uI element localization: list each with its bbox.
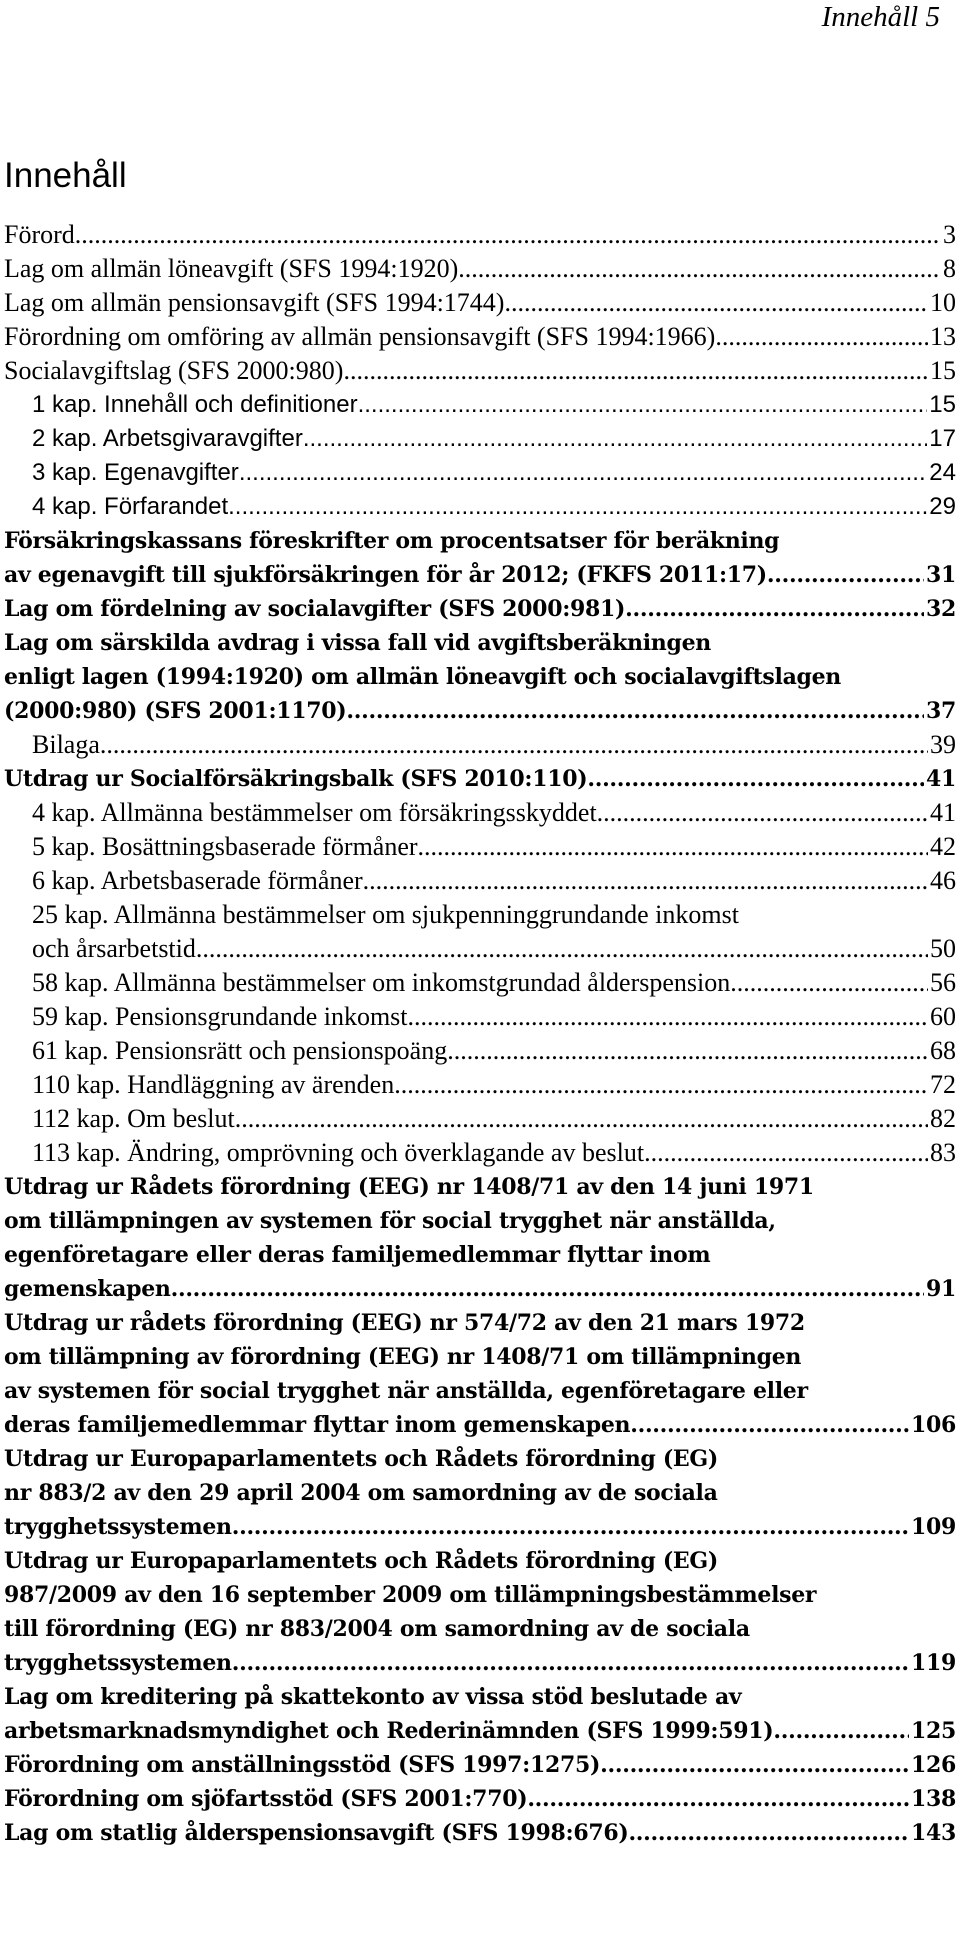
dot-leader (100, 728, 928, 762)
toc-entry[interactable] (4, 490, 956, 524)
toc-entry-title-line: Utdrag ur rådets förordning (EEG) nr 574/72 av den 21 mars 1972 (4, 1310, 805, 1336)
dot-leader (232, 1646, 909, 1680)
toc-page-number: 72 (930, 1070, 956, 1099)
toc-entry[interactable] (4, 592, 956, 626)
toc-page-number: 10 (930, 288, 956, 317)
toc-page-number: 82 (930, 1104, 956, 1133)
toc-page-number: 126 (910, 1752, 956, 1778)
toc-entry-title-line: av egenavgift till sjukförsäkringen för år 2012; (FKFS 2011:17) (4, 562, 767, 588)
toc-page-number: 39 (930, 730, 956, 759)
toc-entry-title-line: Lag om fördelning av socialavgifter (SFS 2000:981) (4, 596, 626, 622)
toc-entry-title-line: deras familjemedlemmar flyttar inom gemenskapen (4, 1412, 631, 1438)
toc-entry-title-line: Lag om statlig ålderspensionsavgift (SFS 1998:676) (4, 1820, 629, 1846)
toc-page-number: 24 (929, 459, 956, 486)
toc-entry[interactable] (4, 252, 956, 286)
toc-entry-title-line: 6 kap. Arbetsbaserade förmåner (32, 866, 363, 895)
toc-page-number: 31 (925, 562, 956, 588)
toc-entry-title-line: 5 kap. Bosättningsbaserade förmåner (32, 832, 418, 861)
dot-leader (630, 1408, 909, 1442)
toc-entry[interactable] (4, 728, 956, 762)
toc-entry[interactable] (4, 1136, 956, 1170)
toc-entry-title-line: Lag om allmän löneavgift (SFS 1994:1920) (4, 254, 459, 283)
toc-page-number: 91 (925, 1276, 956, 1302)
toc-page-number: 29 (929, 493, 956, 520)
toc-entry-title-line: Förordning om anställningsstöd (SFS 1997:1275) (4, 1752, 601, 1778)
dot-leader (235, 1102, 928, 1136)
toc-page-number: 42 (930, 832, 956, 861)
toc-entry[interactable] (4, 1102, 956, 1136)
toc-page-number: 109 (910, 1514, 956, 1540)
toc-entry-title-line: och årsarbetstid (32, 934, 196, 963)
toc-entry[interactable] (4, 422, 956, 456)
dot-leader (418, 830, 928, 864)
toc-entry-title-line: 61 kap. Pensionsrätt och pensionspoäng (32, 1036, 448, 1065)
toc-page-number: 106 (910, 1412, 956, 1438)
toc-entry[interactable] (4, 796, 956, 830)
dot-leader (232, 1510, 909, 1544)
toc-entry-title-line: (2000:980) (SFS 2001:1170) (4, 698, 347, 724)
toc-page-number: 68 (930, 1036, 956, 1065)
toc-page-number: 60 (930, 1002, 956, 1031)
toc-entry-title-line: Lag om särskilda avdrag i vissa fall vid avgiftsberäkningen (4, 630, 711, 656)
toc-entry-title-line: Socialavgiftslag (SFS 2000:980) (4, 356, 344, 385)
toc-entry-title-line: om tillämpning av förordning (EEG) nr 1408/71 om tillämpningen (4, 1344, 802, 1370)
toc-entry-title-line: nr 883/2 av den 29 april 2004 om samordning av de sociala (4, 1480, 718, 1506)
dot-leader (587, 762, 924, 796)
toc-entry-title-line: Bilaga (32, 730, 100, 759)
dot-leader (358, 388, 928, 422)
toc-entry-title-line: 113 kap. Ändring, omprövning och överklagande av beslut (32, 1138, 645, 1167)
toc-entry-title-line: egenföretagare eller deras familjemedlemmar flyttar inom (4, 1242, 711, 1268)
toc-entry[interactable] (4, 1170, 956, 1306)
toc-entry-title-line: Utdrag ur Europaparlamentets och Rådets förordning (EG) (4, 1446, 719, 1472)
dot-leader (767, 558, 924, 592)
toc-entry[interactable] (4, 388, 956, 422)
toc-page-number: 83 (930, 1138, 956, 1167)
toc-entry-title-line: gemenskapen (4, 1276, 171, 1302)
toc-page-number: 41 (925, 766, 956, 792)
toc-entry[interactable] (4, 1442, 956, 1544)
toc-entry[interactable] (4, 966, 956, 1000)
toc-entry-title-line: enligt lagen (1994:1920) om allmän löneavgift och socialavgiftslagen (4, 664, 841, 690)
dot-leader (303, 422, 927, 456)
toc-page-number: 13 (930, 322, 956, 351)
toc-entry[interactable] (4, 1782, 956, 1816)
running-header: Innehåll 5 (821, 1, 940, 33)
dot-leader (625, 592, 924, 626)
toc-page-number: 15 (929, 391, 956, 418)
dot-leader (75, 218, 941, 252)
toc-entry-title-line: 25 kap. Allmänna bestämmelser om sjukpenninggrundande inkomst (32, 900, 739, 929)
toc-entry[interactable] (4, 456, 956, 490)
dot-leader (773, 1714, 909, 1748)
dot-leader (527, 1782, 909, 1816)
toc-entry-title-line: Förordning om omföring av allmän pensionsavgift (SFS 1994:1966) (4, 322, 716, 351)
toc-entry-title-line: 4 kap. Allmänna bestämmelser om försäkringsskyddet (32, 798, 597, 827)
dot-leader (600, 1748, 909, 1782)
dot-leader (239, 456, 927, 490)
toc-entry[interactable] (4, 830, 956, 864)
toc-entry-title-line: Lag om allmän pensionsavgift (SFS 1994:1744) (4, 288, 505, 317)
toc-entry[interactable] (4, 1680, 956, 1748)
toc-page-number: 15 (930, 356, 956, 385)
dot-leader (228, 490, 927, 524)
toc-entry-title-line: Utdrag ur Rådets förordning (EEG) nr 1408/71 av den 14 juni 1971 (4, 1174, 814, 1200)
toc-entry-title-line: av systemen för social trygghet när anställda, egenföretagare eller (4, 1378, 808, 1404)
toc-entry-title-line: 2 kap. Arbetsgivaravgifter (32, 425, 303, 452)
dot-leader (628, 1816, 909, 1850)
toc-page-number: 37 (925, 698, 956, 724)
toc-page-number: 119 (910, 1650, 956, 1676)
toc-entry-title-line: trygghetssystemen (4, 1650, 232, 1676)
dot-leader (171, 1272, 924, 1306)
page-title: Innehåll (4, 156, 127, 196)
toc-entry[interactable] (4, 626, 956, 728)
dot-leader (597, 796, 928, 830)
toc-entry-title-line: 4 kap. Förfarandet (32, 493, 229, 520)
toc-entry[interactable] (4, 218, 956, 252)
toc-entry-title-line: 58 kap. Allmänna bestämmelser om inkomstgrundad ålderspension (32, 968, 731, 997)
toc-entry-title-line: 59 kap. Pensionsgrundande inkomst (32, 1002, 408, 1031)
toc-entry[interactable] (4, 1068, 956, 1102)
dot-leader (394, 1068, 928, 1102)
table-of-contents (4, 218, 956, 1850)
toc-entry-title-line: trygghetssystemen (4, 1514, 232, 1540)
toc-page-number: 3 (943, 220, 956, 249)
toc-page-number: 17 (929, 425, 956, 452)
toc-page-number: 125 (910, 1718, 956, 1744)
toc-entry[interactable] (4, 286, 956, 320)
toc-page-number: 46 (930, 866, 956, 895)
toc-entry-title-line: Utdrag ur Socialförsäkringsbalk (SFS 2010:110) (4, 766, 588, 792)
toc-entry[interactable] (4, 1000, 956, 1034)
toc-entry[interactable] (4, 864, 956, 898)
dot-leader (644, 1136, 928, 1170)
toc-entry-title-line: till förordning (EG) nr 883/2004 om samordning av de sociala (4, 1616, 750, 1642)
toc-entry[interactable] (4, 1306, 956, 1442)
toc-entry-title-line: 110 kap. Handläggning av ärenden (32, 1070, 395, 1099)
toc-entry-title-line: Utdrag ur Europaparlamentets och Rådets förordning (EG) (4, 1548, 719, 1574)
dot-leader (346, 694, 924, 728)
toc-page-number: 50 (930, 934, 956, 963)
toc-page-number: 32 (925, 596, 956, 622)
toc-page-number: 138 (910, 1786, 956, 1812)
toc-entry[interactable] (4, 320, 956, 354)
dot-leader (730, 966, 928, 1000)
dot-leader (458, 252, 941, 286)
toc-entry-title-line: 1 kap. Innehåll och definitioner (32, 391, 358, 418)
toc-entry-title-line: Försäkringskassans föreskrifter om procentsatser för beräkning (4, 528, 780, 554)
toc-entry-title-line: Förordning om sjöfartsstöd (SFS 2001:770) (4, 1786, 528, 1812)
toc-entry[interactable] (4, 354, 956, 388)
toc-entry[interactable] (4, 762, 956, 796)
toc-entry[interactable] (4, 1544, 956, 1680)
toc-entry[interactable] (4, 1748, 956, 1782)
toc-page-number: 8 (943, 254, 956, 283)
toc-entry-title-line: 987/2009 av den 16 september 2009 om tillämpningsbestämmelser (4, 1582, 817, 1608)
toc-entry-title-line: Lag om kreditering på skattekonto av vissa stöd beslutade av (4, 1684, 742, 1710)
toc-entry[interactable] (4, 898, 956, 966)
toc-entry[interactable] (4, 1034, 956, 1068)
dot-leader (504, 286, 928, 320)
dot-leader (363, 864, 928, 898)
toc-entry-title-line: arbetsmarknadsmyndighet och Rederinämnden (SFS 1999:591) (4, 1718, 774, 1744)
toc-entry-title-line: 3 kap. Egenavgifter (32, 459, 239, 486)
dot-leader (447, 1034, 928, 1068)
dot-leader (715, 320, 928, 354)
toc-entry-title-line: 112 kap. Om beslut (32, 1104, 235, 1133)
toc-entry[interactable] (4, 524, 956, 592)
dot-leader (408, 1000, 928, 1034)
toc-page-number: 143 (910, 1820, 956, 1846)
dot-leader (196, 932, 928, 966)
toc-page-number: 56 (930, 968, 956, 997)
toc-entry-title-line: om tillämpningen av systemen för social trygghet när anställda, (4, 1208, 776, 1234)
dot-leader (343, 354, 928, 388)
toc-page-number: 41 (930, 798, 956, 827)
toc-entry-title-line: Förord (4, 220, 75, 249)
toc-entry[interactable] (4, 1816, 956, 1850)
